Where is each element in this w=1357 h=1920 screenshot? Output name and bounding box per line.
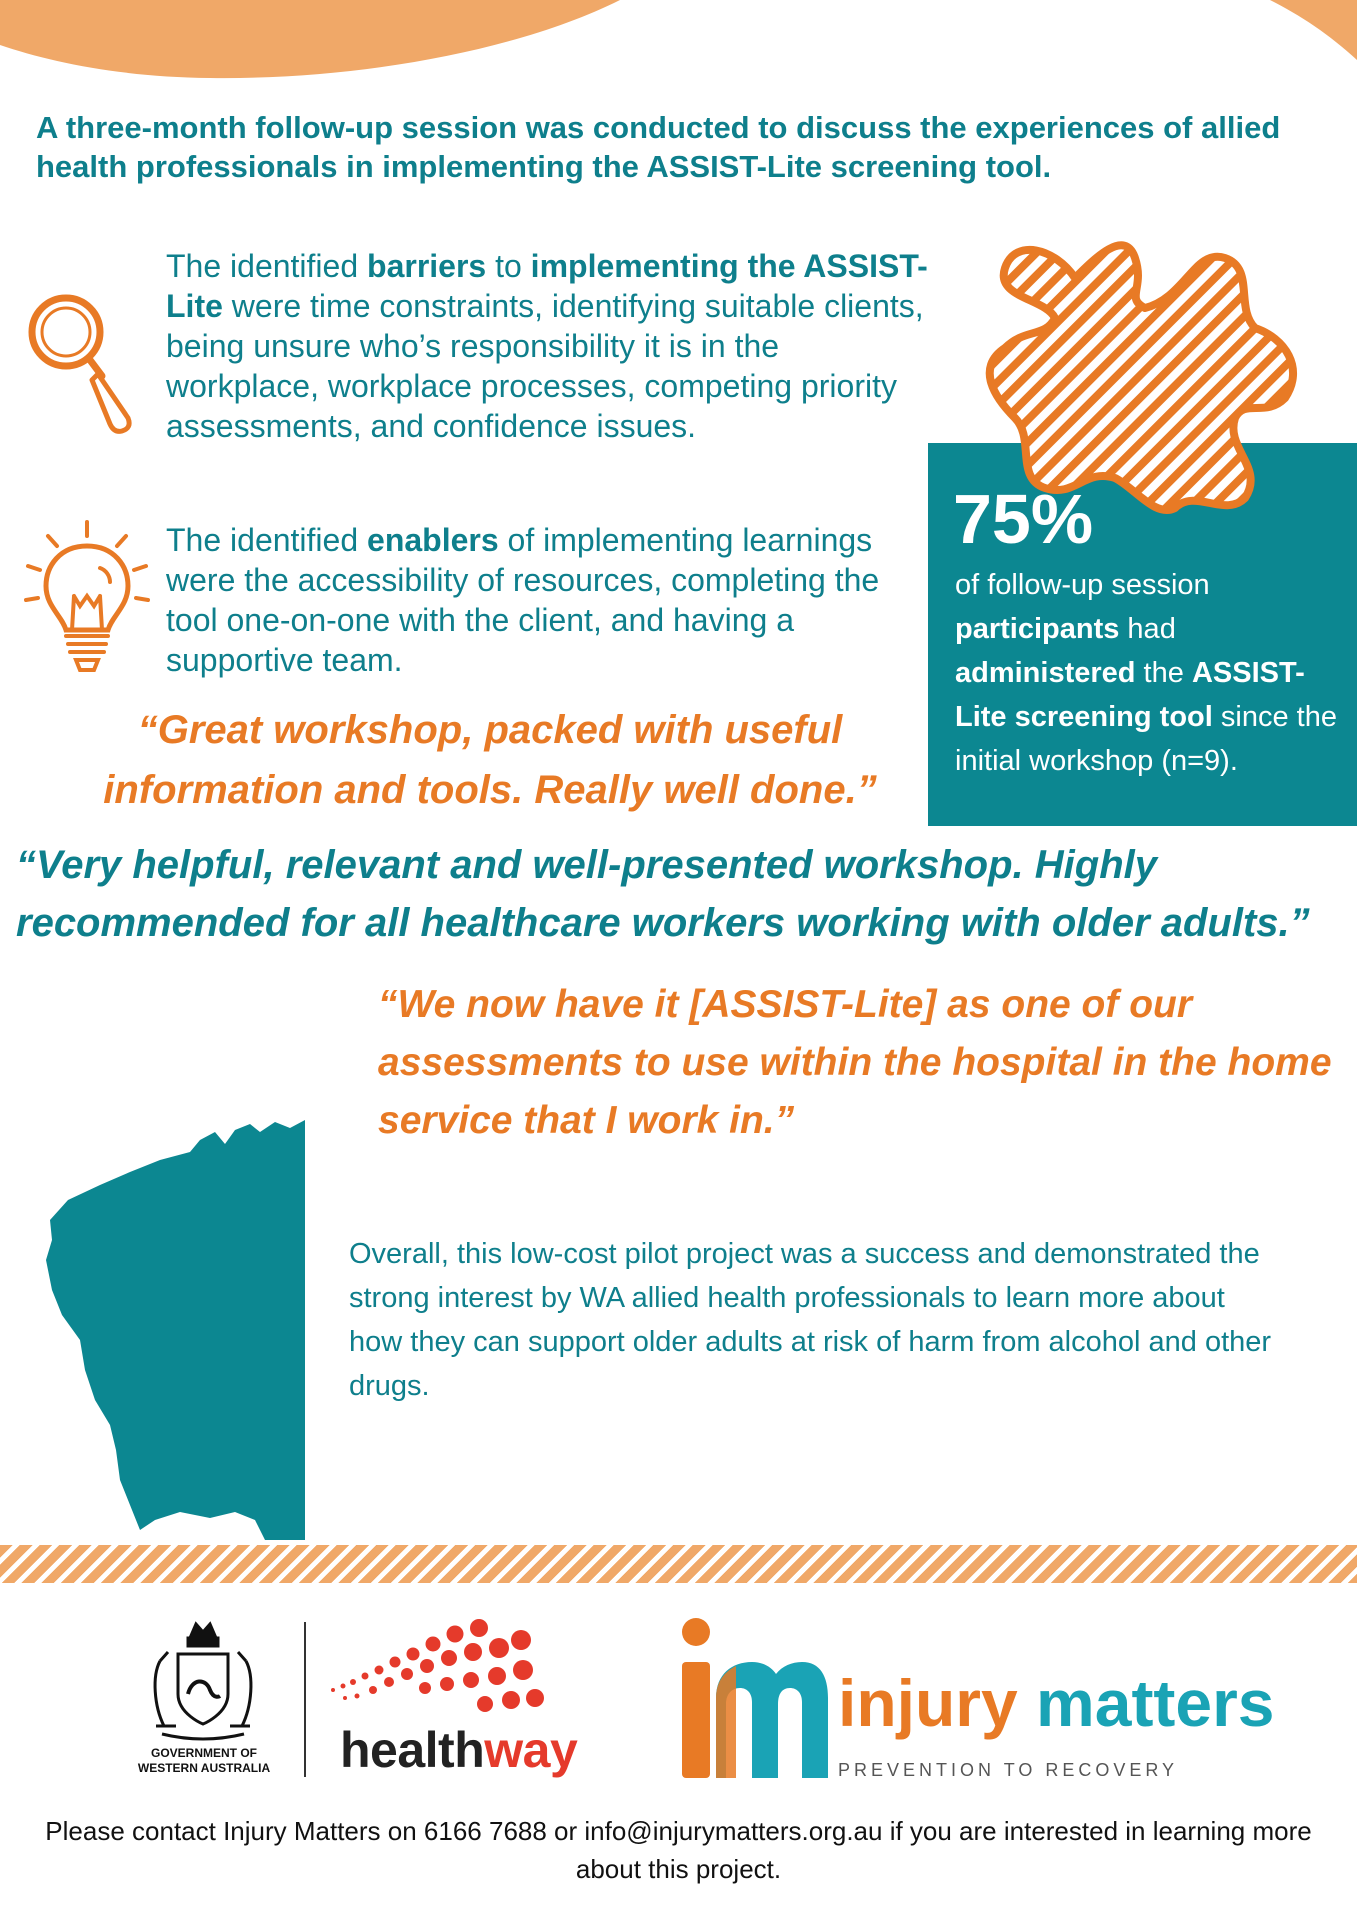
barriers-paragraph: The identified barriers to implementing the ASSIST-Lite were time constraints, identifying suitable clients, being unsure who’s responsibility it is in the workplace, workplace processes, competing priority assessments, and confidence issues. <box>166 248 928 444</box>
intro-heading: A three-month follow-up session was conducted to discuss the experiences of allied health professionals in implementing the ASSIST-Lite screening tool. <box>36 110 1281 184</box>
injury-matters-im-logo <box>680 1618 830 1783</box>
western-australia-map-icon <box>40 1120 310 1540</box>
top-wave-decoration <box>0 0 1357 110</box>
contact-footer: Please contact Injury Matters on 6166 7688 or info@injurymatters.org.au if you are interested in learning more about this project. <box>45 1816 1312 1884</box>
enablers-paragraph: The identified enablers of implementing learnings were the accessibility of resources, completing the tool one-on-one with the client, and having a supportive team. <box>166 522 880 678</box>
stat-percentage: 75% <box>953 480 1094 558</box>
injury-matters-wordmark: injury matters <box>838 1666 1275 1740</box>
healthway-dots-logo <box>325 1618 555 1718</box>
healthway-wordmark: healthway <box>340 1722 578 1778</box>
magnifying-glass-icon <box>18 268 138 443</box>
wa-government-crest-logo <box>140 1616 266 1744</box>
striped-divider <box>0 1545 1357 1583</box>
puzzle-piece-icon <box>985 208 1315 523</box>
injury-matters-tagline: PREVENTION TO RECOVERY <box>838 1760 1179 1780</box>
quote-assist-lite-hospital: “We now have it [ASSIST-Lite] as one of our assessments to use within the hospital in the home service that I work in.” <box>378 983 1332 1142</box>
quote-great-workshop: “Great workshop, packed with useful information and tools. Really well done.” <box>103 708 877 812</box>
overall-summary: Overall, this low-cost pilot project was a success and demonstrated the strong interest by WA allied health professionals to learn more about how they can support older adults at risk of harm from alcohol and other drugs. <box>349 1238 1272 1402</box>
quote-very-helpful: “Very helpful, relevant and well-presented workshop. Highly recommended for all healthcare workers working with older adults.” <box>16 843 1310 945</box>
wa-government-text: GOVERNMENT OF WESTERN AUSTRALIA <box>137 1746 271 1775</box>
lightbulb-icon <box>22 518 152 683</box>
stat-description: of follow-up session participants had administered the ASSIST-Lite screening tool since the initial workshop (n=9). <box>955 569 1337 777</box>
logo-divider <box>304 1622 306 1777</box>
